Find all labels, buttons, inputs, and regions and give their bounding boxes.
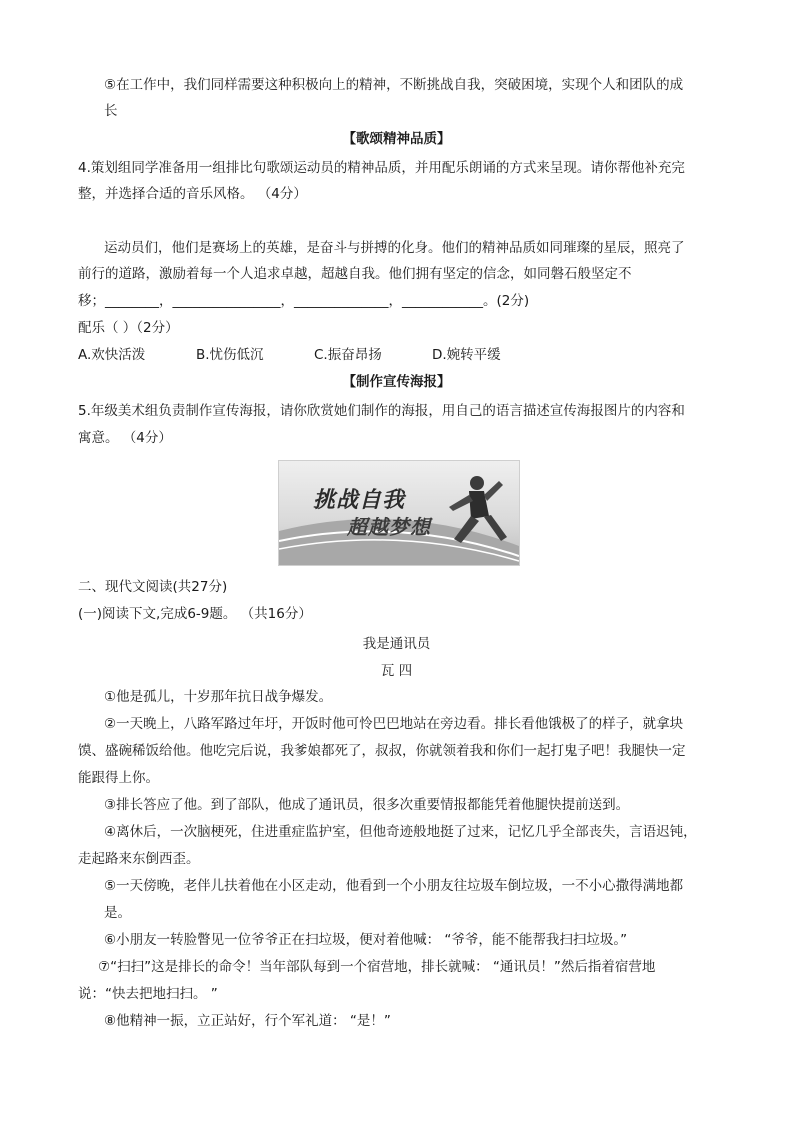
option-b: B.忧伤低沉	[196, 347, 264, 363]
article-paragraph: ⑥小朋友一转脸瞥见一位爷爷正在扫垃圾，便对着他喊： “爷爷，能不能帮我扫扫垃圾。”	[104, 932, 628, 948]
article-paragraph: 说：“快去把地扫扫。 ”	[78, 986, 218, 1002]
section-heading: 二、现代文阅读(共27分)	[78, 579, 228, 595]
article-paragraph: ②一天晚上，八路军路过年圩，开饭时他可怜巴巴地站在旁边看。排长看他饿极了的样子，就拿块	[104, 716, 684, 732]
subsection-heading: (一)阅读下文,完成6-9题。 （共16分）	[78, 606, 312, 622]
paragraph-line: ⑤在工作中，我们同样需要这种积极向上的精神，不断挑战自我，突破困境，实现个人和团队的成	[104, 77, 684, 93]
article-paragraph: ⑤一天傍晚，老伴儿扶着他在小区走动，他看到一个小朋友往垃圾车倒垃圾，一不小心撒得满地都	[104, 878, 684, 894]
article-paragraph: ⑧他精神一振，立正站好，行个军礼道： “是！”	[104, 1013, 391, 1029]
question-4-text: 整，并选择合适的音乐风格。 （4分）	[78, 186, 307, 202]
poster-slogan-line2: 超越梦想	[347, 515, 431, 539]
question-5-text: 寓意。 （4分）	[78, 430, 172, 446]
option-a: A.欢快活泼	[78, 347, 146, 363]
article-paragraph: 走起路来东倒西歪。	[78, 851, 200, 867]
article-paragraph: 能跟得上你。	[78, 770, 159, 786]
article-title: 我是通讯员	[362, 636, 431, 652]
article-paragraph: 是。	[104, 905, 131, 921]
poster-slogan-line1: 挑战自我	[313, 488, 406, 513]
question-4-text: 4.策划组同学准备用一组排比句歌颂运动员的精神品质，并用配乐朗诵的方式来呈现。请你帮他补充完	[78, 160, 685, 176]
music-choice-prompt: 配乐（ ）（2分）	[78, 320, 179, 336]
fill-in-blank-line: 移；________，________________，______________，____________。(2分)	[78, 293, 530, 309]
article-paragraph: ③排长答应了他。到了部队，他成了通讯员，很多次重要情报都能凭着他腿快提前送到。	[104, 797, 630, 813]
passage-line: 前行的道路，激励着每一个人追求卓越，超越自我。他们拥有坚定的信念，如同磐石般坚定不	[78, 266, 632, 282]
option-d: D.婉转平缓	[432, 347, 501, 363]
article-author: 瓦 四	[380, 663, 413, 679]
section-heading: 【歌颂精神品质】	[342, 131, 451, 147]
passage-line: 运动员们，他们是赛场上的英雄，是奋斗与拼搏的化身。他们的精神品质如同璀璨的星辰，照亮了	[104, 240, 685, 256]
article-paragraph: 馍、盛碗稀饭给他。他吃完后说，我爹娘都死了，叔叔，你就领着我和你们一起打鬼子吧！我腿快一定	[78, 743, 686, 759]
article-paragraph: ①他是孤儿，十岁那年抗日战争爆发。	[104, 689, 333, 705]
paragraph-line: 长	[104, 103, 118, 119]
music-options	[78, 344, 718, 366]
question-5-text: 5.年级美术组负责制作宣传海报，请你欣赏她们制作的海报，用自己的语言描述宣传海报图片的内容和	[78, 403, 685, 419]
article-paragraph: ⑦“扫扫”这是排长的命令！当年部队每到一个宿营地，排长就喊： “通讯员！”然后指着宿营地	[98, 959, 656, 975]
article-paragraph: ④离休后，一次脑梗死，住进重症监护室，但他奇迹般地挺了过来，记忆几乎全部丧失，言语迟钝，	[104, 824, 697, 840]
option-c: C.振奋昂扬	[314, 347, 382, 363]
section-heading: 【制作宣传海报】	[342, 374, 451, 390]
poster-image	[278, 460, 520, 566]
